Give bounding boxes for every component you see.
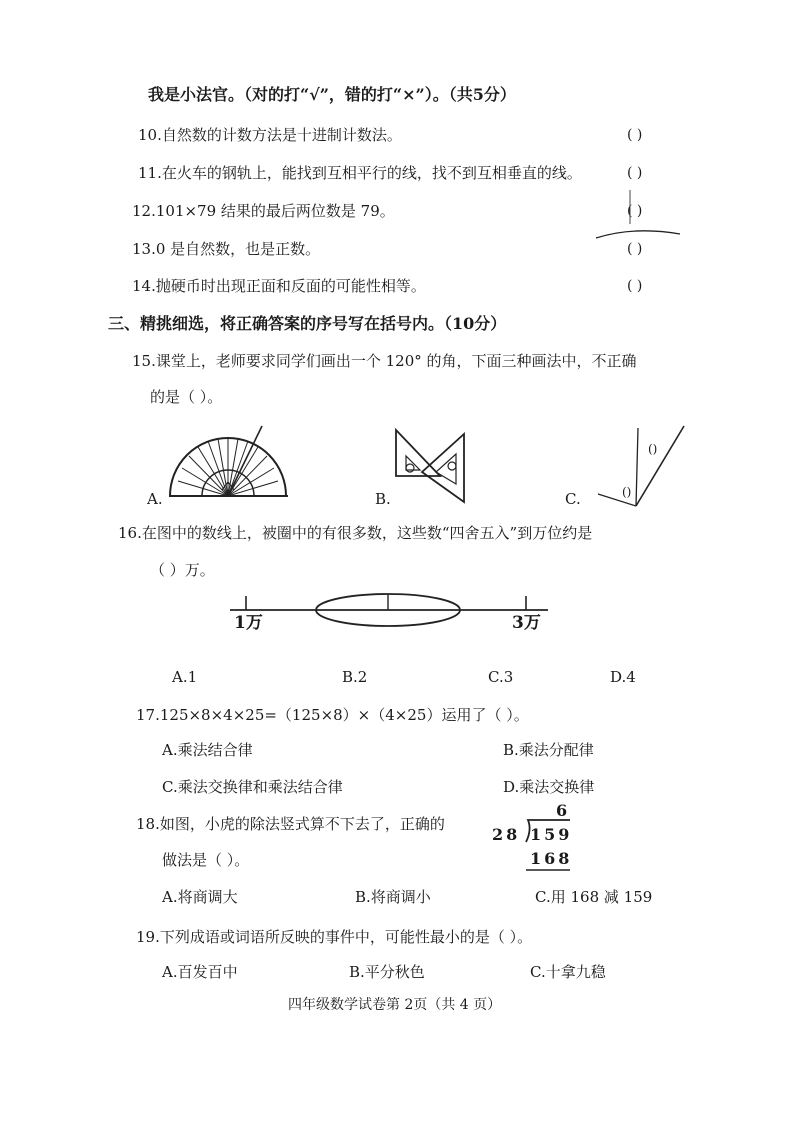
question-12: 12.101×79 结果的最后两位数是 79。 xyxy=(132,202,395,220)
number-line xyxy=(228,588,550,624)
q16-option-b: B.2 xyxy=(342,668,368,686)
question-11: 11.在火车的钢轨上，能找到互相平行的线，找不到互相垂直的线。 xyxy=(138,164,582,182)
answer-paren-10[interactable]: ( ) xyxy=(627,127,643,143)
answer-paren-12[interactable]: ( ) xyxy=(627,203,643,219)
q19-option-a: A.百发百中 xyxy=(162,963,238,981)
q19-option-b: B.平分秋色 xyxy=(349,963,425,981)
question-19: 19.下列成语或词语所反映的事件中，可能性最小的是（ ）。 xyxy=(136,928,533,946)
q15-option-c-label: C. xyxy=(565,490,581,508)
number-line-label-left: 1万 xyxy=(234,613,263,633)
question-14: 14.抛硬币时出现正面和反面的可能性相等。 xyxy=(132,277,426,295)
question-18-line2: 做法是（ ）。 xyxy=(162,851,250,869)
section-title-choice: 三、精挑细选，将正确答案的序号写在括号内。（10分） xyxy=(108,314,507,333)
angle-drawing-figure xyxy=(596,424,692,508)
answer-paren-13[interactable]: ( ) xyxy=(627,241,643,257)
angle-mark-upper: () xyxy=(648,442,658,456)
division-bracket xyxy=(520,818,572,874)
q18-option-b: B.将商调小 xyxy=(355,888,431,906)
q18-option-a: A.将商调大 xyxy=(162,888,238,906)
set-square-figure xyxy=(392,426,472,506)
question-13: 13.0 是自然数，也是正数。 xyxy=(132,240,321,258)
division-divisor: 28 xyxy=(492,825,521,844)
q17-option-d: D.乘法交换律 xyxy=(503,778,595,796)
question-15-line1: 15.课堂上，老师要求同学们画出一个 120° 的角，下面三种画法中，不正确 xyxy=(132,352,637,370)
question-16-line2: （ ）万。 xyxy=(150,561,215,579)
q15-option-a-label: A. xyxy=(147,490,163,508)
question-18-line1: 18.如图，小虎的除法竖式算不下去了，正确的 xyxy=(136,815,445,833)
question-16-line1: 16.在图中的数线上，被圈中的有很多数，这些数“四舍五入”到万位约是 xyxy=(118,524,593,542)
protractor-figure xyxy=(166,424,296,502)
page-footer: 四年级数学试卷第 2页（共 4 页） xyxy=(288,997,502,1013)
angle-mark-lower: () xyxy=(622,485,632,499)
division-dividend: 159 xyxy=(530,825,573,844)
section-title-judge: 我是小法官。（对的打“√”，错的打“×”）。（共5分） xyxy=(148,85,516,104)
answer-paren-11[interactable]: ( ) xyxy=(627,165,643,181)
q16-option-a: A.1 xyxy=(172,668,198,686)
q19-option-c: C.十拿九稳 xyxy=(530,963,606,981)
question-10: 10.自然数的计数方法是十进制计数法。 xyxy=(138,126,402,144)
division-product: 168 xyxy=(530,849,573,868)
question-17: 17.125×8×4×25=（125×8）×（4×25）运用了（ ）。 xyxy=(136,706,529,724)
division-quotient: 6 xyxy=(556,801,568,820)
q15-option-b-label: B. xyxy=(375,490,391,508)
q16-option-d: D.4 xyxy=(610,668,636,686)
q17-option-a: A.乘法结合律 xyxy=(162,741,253,759)
q17-option-b: B.乘法分配律 xyxy=(503,741,594,759)
question-15-line2: 的是（ ）。 xyxy=(150,388,223,406)
number-line-label-right: 3万 xyxy=(512,613,541,633)
q18-option-c: C.用 168 减 159 xyxy=(535,888,653,906)
answer-paren-14[interactable]: ( ) xyxy=(627,278,643,294)
q16-option-c: C.3 xyxy=(488,668,514,686)
q17-option-c: C.乘法交换律和乘法结合律 xyxy=(162,778,343,796)
stray-vertical-mark xyxy=(620,188,643,228)
